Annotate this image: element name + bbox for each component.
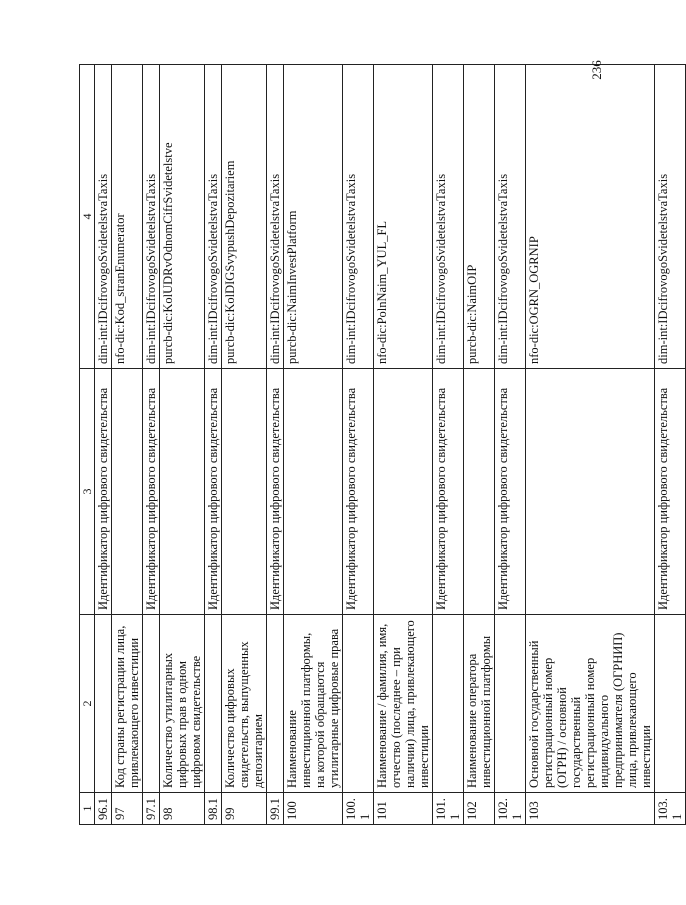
indicator-name-cell bbox=[655, 615, 686, 793]
row-number-cell: 97 bbox=[112, 793, 143, 825]
indicator-name-cell bbox=[433, 615, 464, 793]
indicator-type-cell bbox=[526, 369, 655, 615]
indicator-code-cell: dim-int:IDcifrovogoSvidetelstvaTaxis bbox=[433, 65, 464, 369]
row-number-cell: 97.1 bbox=[143, 793, 160, 825]
table-row bbox=[222, 65, 267, 825]
indicator-code-cell: dim-int:IDcifrovogoSvidetelstvaTaxis bbox=[143, 65, 160, 369]
indicator-type-cell: Идентификатор цифрового свидетельства bbox=[267, 369, 284, 615]
indicator-name-cell: Количество цифровых свидетельств, выпущенных депозитарием bbox=[222, 615, 267, 793]
indicator-code-cell: dim-int:IDcifrovogoSvidetelstvaTaxis bbox=[655, 65, 686, 369]
table-row bbox=[464, 65, 495, 825]
indicator-code-cell: dim-int:IDcifrovogoSvidetelstvaTaxis bbox=[267, 65, 284, 369]
indicator-type-cell: Идентификатор цифрового свидетельства bbox=[95, 369, 112, 615]
table-row bbox=[526, 65, 655, 825]
column-header: 3 bbox=[80, 369, 95, 615]
table-row bbox=[495, 65, 526, 825]
table-row bbox=[284, 65, 343, 825]
indicator-type-cell bbox=[284, 369, 343, 615]
indicator-type-cell bbox=[374, 369, 433, 615]
indicator-code-cell: nfo-dic:OGRN_OGRNIP bbox=[526, 65, 655, 369]
table-row bbox=[160, 65, 205, 825]
indicator-code-cell: purcb-dic:KolUDRvOdnomCifrSvidetelstve bbox=[160, 65, 205, 369]
table-row bbox=[343, 65, 374, 825]
indicator-type-cell: Идентификатор цифрового свидетельства bbox=[343, 369, 374, 615]
indicator-name-cell bbox=[343, 615, 374, 793]
row-number-cell: 101.1 bbox=[433, 793, 464, 825]
column-header: 2 bbox=[80, 615, 95, 793]
indicator-type-cell: Идентификатор цифрового свидетельства bbox=[433, 369, 464, 615]
data-table bbox=[79, 64, 686, 825]
indicator-name-cell bbox=[205, 615, 222, 793]
table-row bbox=[112, 65, 143, 825]
indicator-code-cell: nfo-dic:Kod_stranEnumerator bbox=[112, 65, 143, 369]
table-row bbox=[655, 65, 686, 825]
indicator-type-cell: Идентификатор цифрового свидетельства bbox=[205, 369, 222, 615]
indicator-name-cell bbox=[267, 615, 284, 793]
page-number: 236 bbox=[589, 60, 604, 80]
table-row bbox=[143, 65, 160, 825]
row-number-cell: 103 bbox=[526, 793, 655, 825]
row-number-cell: 100 bbox=[284, 793, 343, 825]
indicator-type-cell: Идентификатор цифрового свидетельства bbox=[655, 369, 686, 615]
row-number-cell: 102 bbox=[464, 793, 495, 825]
row-number-cell: 100.1 bbox=[343, 793, 374, 825]
indicator-name-cell: Наименование / фамилия, имя, отчество (последнее – при наличии) лица, привлекающего инвестиции bbox=[374, 615, 433, 793]
indicator-code-cell: purcb-dic:KolDIGSvypushDepozitariem bbox=[222, 65, 267, 369]
row-number-cell: 98 bbox=[160, 793, 205, 825]
indicator-code-cell: dim-int:IDcifrovogoSvidetelstvaTaxis bbox=[343, 65, 374, 369]
indicator-code-cell: dim-int:IDcifrovogoSvidetelstvaTaxis bbox=[95, 65, 112, 369]
indicator-type-cell bbox=[222, 369, 267, 615]
indicator-code-cell: nfo-dic:PolnNaim_YUL_FL bbox=[374, 65, 433, 369]
indicator-type-cell bbox=[464, 369, 495, 615]
column-header: 4 bbox=[80, 65, 95, 369]
row-number-cell: 96.1 bbox=[95, 793, 112, 825]
indicator-type-cell: Идентификатор цифрового свидетельства bbox=[143, 369, 160, 615]
indicator-name-cell: Количество утилитарных цифровых прав в одном цифровом свидетельстве bbox=[160, 615, 205, 793]
indicator-name-cell: Код страны регистрации лица, привлекающего инвестиции bbox=[112, 615, 143, 793]
indicator-name-cell: Основной государственный регистрационный номер (ОГРН) / основной государственный регистрационный номер индивидуального предпринимателя (ОГРНИП) лица, привлекающего инвестиции bbox=[526, 615, 655, 793]
indicator-name-cell bbox=[95, 615, 112, 793]
indicator-type-cell bbox=[160, 369, 205, 615]
table-row bbox=[374, 65, 433, 825]
header-row bbox=[80, 65, 95, 825]
indicator-name-cell: Наименование инвестиционной платформы, на которой обращаются утилитарные цифровые права bbox=[284, 615, 343, 793]
indicator-name-cell: Наименование оператора инвестиционной платформы bbox=[464, 615, 495, 793]
indicator-code-cell: dim-int:IDcifrovogoSvidetelstvaTaxis bbox=[205, 65, 222, 369]
indicator-name-cell bbox=[143, 615, 160, 793]
row-number-cell: 102.1 bbox=[495, 793, 526, 825]
row-number-cell: 99 bbox=[222, 793, 267, 825]
table-row bbox=[205, 65, 222, 825]
table-row bbox=[267, 65, 284, 825]
column-header: 1 bbox=[80, 793, 95, 825]
table-row bbox=[433, 65, 464, 825]
row-number-cell: 98.1 bbox=[205, 793, 222, 825]
indicator-type-cell: Идентификатор цифрового свидетельства bbox=[495, 369, 526, 615]
table-body bbox=[80, 65, 686, 825]
row-number-cell: 99.1 bbox=[267, 793, 284, 825]
row-number-cell: 101 bbox=[374, 793, 433, 825]
indicator-type-cell bbox=[112, 369, 143, 615]
table-row bbox=[95, 65, 112, 825]
indicator-code-cell: purcb-dic:NaimInvestPlatform bbox=[284, 65, 343, 369]
row-number-cell: 103.1 bbox=[655, 793, 686, 825]
indicator-code-cell: purcb-dic:NaimOIP bbox=[464, 65, 495, 369]
indicator-name-cell bbox=[495, 615, 526, 793]
indicator-code-cell: dim-int:IDcifrovogoSvidetelstvaTaxis bbox=[495, 65, 526, 369]
